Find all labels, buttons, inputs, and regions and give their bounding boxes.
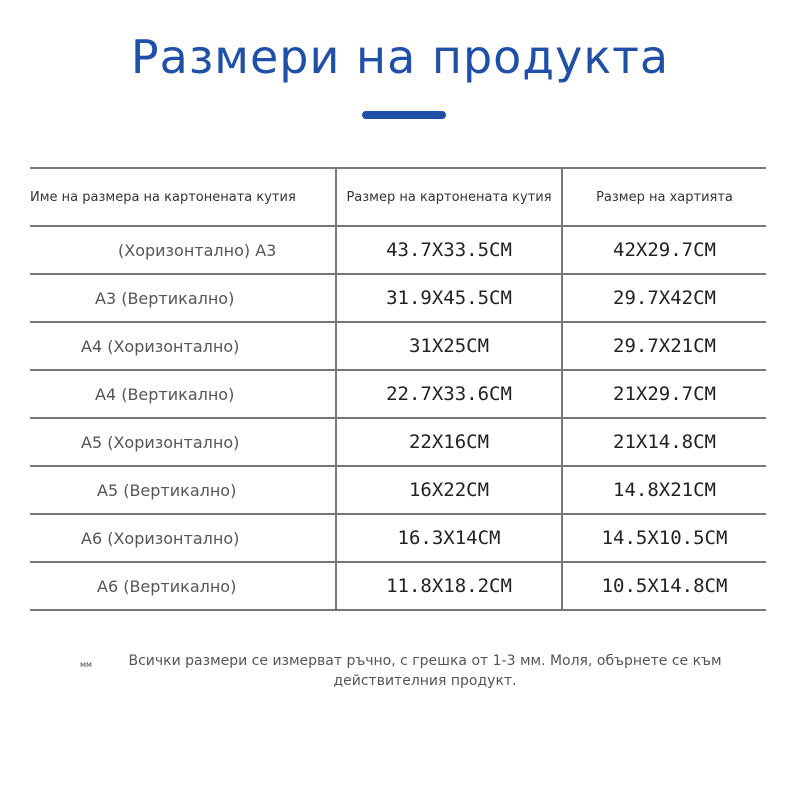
table-row — [30, 418, 766, 466]
paper-size-cell: 14.8X21CM — [562, 466, 766, 514]
size-name-cell: А4 (Хоризонтално) — [30, 322, 336, 370]
size-name-cell: А4 (Вертикално) — [30, 370, 336, 418]
size-name-cell: А5 (Вертикално) — [30, 466, 336, 514]
table-row — [30, 370, 766, 418]
paper-size-cell: 29.7X21CM — [562, 322, 766, 370]
header-paper-size: Размер на хартията — [562, 168, 766, 226]
size-name-cell: А3 (Вертикално) — [30, 274, 336, 322]
measurement-note: Всички размери се измерват ръчно, с грешка от 1-3 мм. Моля, обърнете се към действителния продукт. — [128, 653, 722, 689]
box-size-cell: 11.8X18.2CM — [336, 562, 562, 610]
size-table — [30, 167, 766, 611]
box-size-cell: 22X16CM — [336, 418, 562, 466]
mm-mark: мм — [80, 660, 93, 669]
paper-size-cell: 14.5X10.5CM — [562, 514, 766, 562]
size-name-cell: А6 (Хоризонтално) — [30, 514, 336, 562]
paper-size-cell: 10.5X14.8CM — [562, 562, 766, 610]
table-row — [30, 322, 766, 370]
size-name-cell: А5 (Хоризонтално) — [30, 418, 336, 466]
size-name-cell: (Хоризонтално) А3 — [30, 226, 336, 274]
box-size-cell: 43.7X33.5CM — [336, 226, 562, 274]
title-underline — [362, 111, 446, 119]
paper-size-cell: 21X29.7CM — [562, 370, 766, 418]
size-name-cell: А6 (Вертикално) — [30, 562, 336, 610]
box-size-cell: 16.3X14CM — [336, 514, 562, 562]
paper-size-cell: 21X14.8CM — [562, 418, 766, 466]
table-row — [30, 466, 766, 514]
header-box-size: Размер на картонената кутия — [336, 168, 562, 226]
table-row — [30, 514, 766, 562]
table-row — [30, 226, 766, 274]
table-row — [30, 274, 766, 322]
header-size-name: Име на размера на картонената кутия — [30, 168, 336, 226]
paper-size-cell: 42X29.7CM — [562, 226, 766, 274]
paper-size-cell: 29.7X42CM — [562, 274, 766, 322]
box-size-cell: 16X22CM — [336, 466, 562, 514]
table-header-row — [30, 168, 766, 226]
box-size-cell: 31.9X45.5CM — [336, 274, 562, 322]
table-row — [30, 562, 766, 610]
page-title: Размери на продукта — [130, 30, 670, 84]
box-size-cell: 22.7X33.6CM — [336, 370, 562, 418]
box-size-cell: 31X25CM — [336, 322, 562, 370]
